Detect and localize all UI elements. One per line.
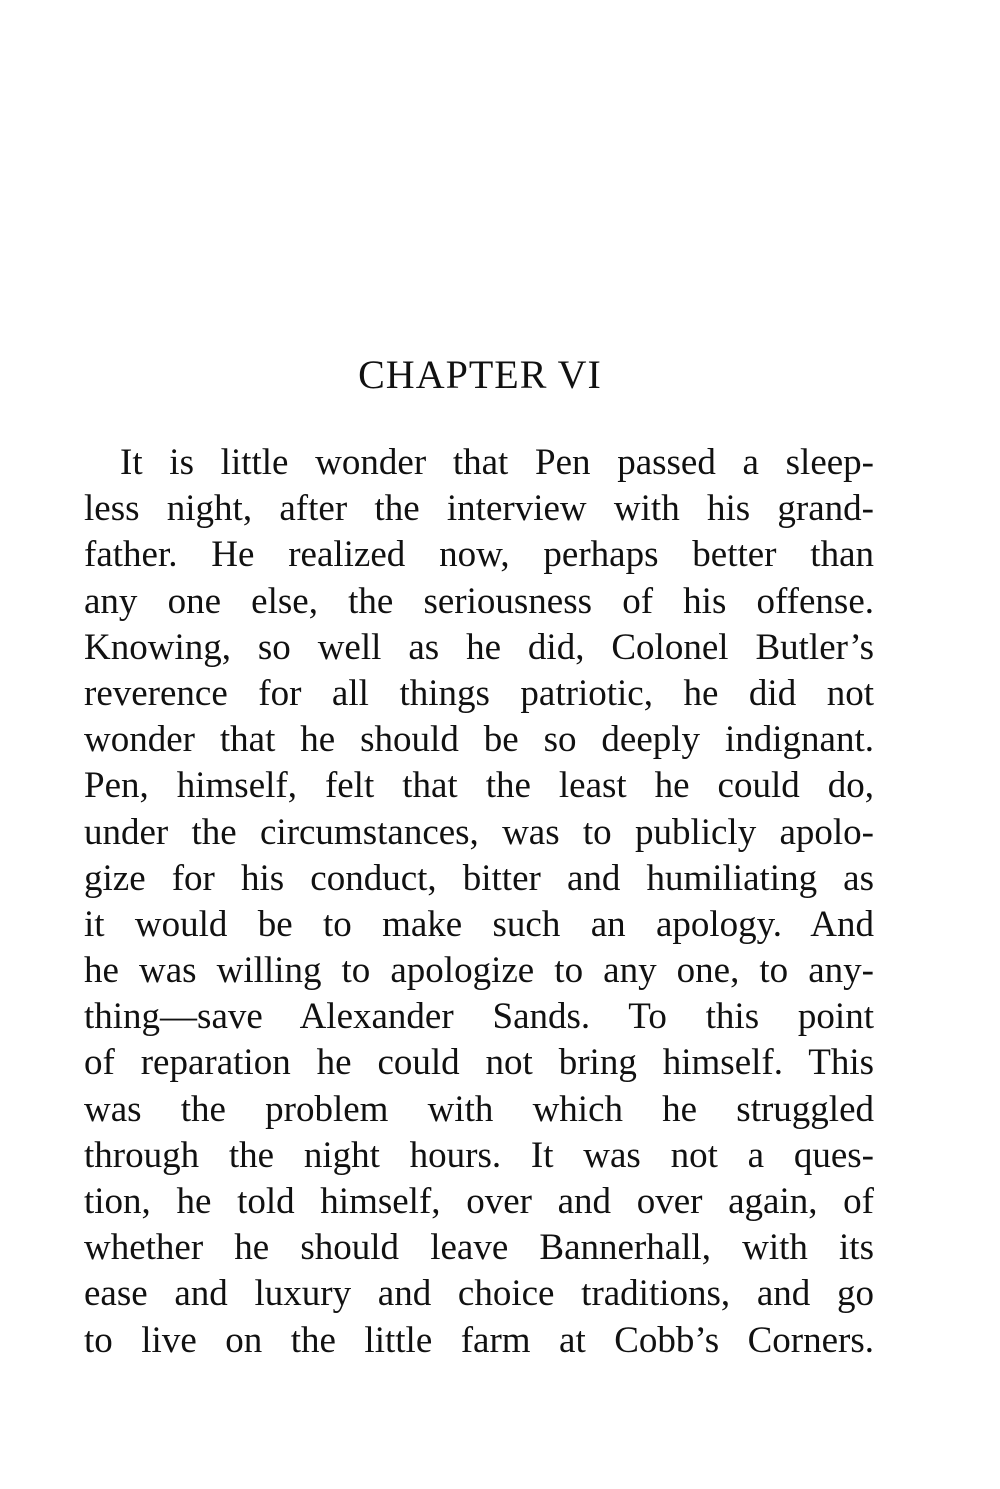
text-line: gize for his conduct, bitter and humiliating as: [84, 857, 874, 899]
text-line: he was willing to apologize to any one, to any-: [84, 950, 874, 992]
text-line: wonder that he should be so deeply indignant.: [84, 719, 874, 761]
text-line: to live on the little farm at Cobb’s Corners.: [84, 1319, 874, 1361]
text-line: any one else, the seriousness of his offense.: [84, 580, 874, 622]
text-line: whether he should leave Bannerhall, with its: [84, 1227, 874, 1269]
text-line: it would be to make such an apology. And: [84, 903, 874, 945]
text-line: It is little wonder that Pen passed a sleep-: [120, 442, 874, 483]
text-line: less night, after the interview with his grand-: [84, 488, 874, 530]
text-line: was the problem with which he struggled: [84, 1088, 874, 1130]
text-line: tion, he told himself, over and over again, of: [84, 1181, 874, 1222]
text-line: Pen, himself, felt that the least he could do,: [84, 765, 874, 807]
text-line: under the circumstances, was to publicly apolo-: [84, 811, 874, 853]
text-line: through the night hours. It was not a ques-: [84, 1134, 874, 1176]
text-line: ease and luxury and choice traditions, and go: [84, 1273, 874, 1315]
text-line: reverence for all things patriotic, he did not: [84, 672, 874, 714]
text-line: father. He realized now, perhaps better than: [84, 534, 874, 576]
text-line: of reparation he could not bring himself. This: [84, 1042, 874, 1084]
chapter-paragraph: [84, 440, 874, 1364]
text-line: thing—save Alexander Sands. To this point: [84, 996, 874, 1038]
chapter-title: CHAPTER VI: [358, 352, 602, 397]
text-line: Knowing, so well as he did, Colonel Butler’s: [84, 626, 874, 668]
